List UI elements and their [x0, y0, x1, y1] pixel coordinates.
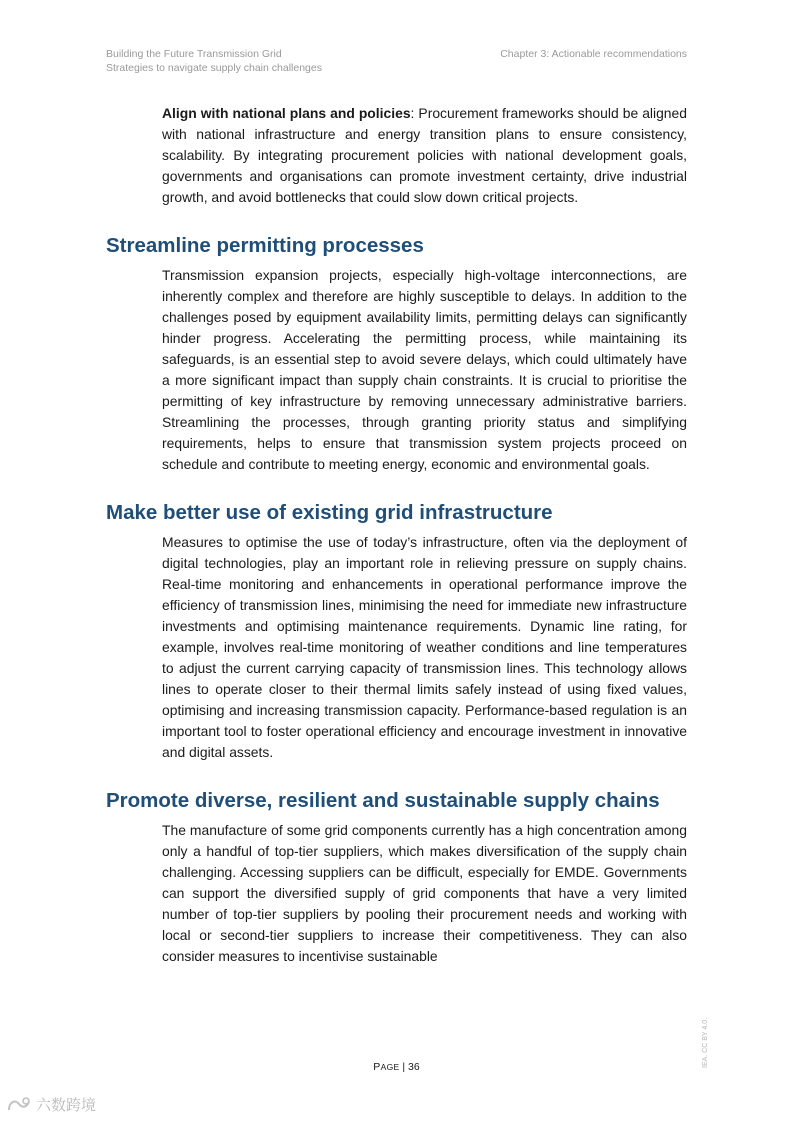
page-footer — [0, 1061, 793, 1073]
page-separator: | — [402, 1061, 406, 1073]
watermark — [6, 1094, 96, 1115]
running-header-right: Chapter 3: Actionable recommendations — [500, 48, 687, 60]
section-body-infrastructure: Measures to optimise the use of today’s infrastructure, often via the deployment of digital technologies, play an important role in relieving pressure on supply chains. Real-time monitoring and enhancements in operational performance improve the efficiency of transmission lines, minimising the need for immediate new infrastructure investments and optimising maintenance requirements. Dynamic line rating, for example, involves real-time monitoring of weather conditions and line temperatures to adjust the current carrying capacity of transmission lines. This technology allows lines to operate closer to their thermal limits safely instead of using fixed values, optimising and increasing transmission capacity. Performance-based regulation is an important tool to foster operational efficiency and encourage investment in innovative and digital assets. — [162, 534, 687, 760]
intro-bold-lead: Align with national plans and policies — [162, 105, 411, 121]
section-heading-supply-chains: Promote diverse, resilient and sustainable supply chains — [106, 789, 660, 812]
watermark-logo-icon — [6, 1096, 32, 1114]
page-number: 36 — [408, 1061, 420, 1073]
section-heading-infrastructure: Make better use of existing grid infrastructure — [106, 501, 553, 524]
intro-text: : Procurement frameworks should be aligned with national infrastructure and energy transition plans to ensure consistency, scalability. By integrating procurement policies with national development goals, governments and organisations can promote investment certainty, drive industrial growth, and avoid bottlenecks that could slow down critical projects. — [162, 105, 687, 205]
document-subtitle: Strategies to navigate supply chain challenges — [106, 62, 322, 74]
intro-paragraph — [162, 103, 687, 208]
license-note: IEA. CC BY 4.0. — [702, 1017, 709, 1068]
document-title: Building the Future Transmission Grid — [106, 48, 282, 60]
watermark-text: 六数跨境 — [36, 1096, 97, 1114]
section-body-permitting: Transmission expansion projects, especially high-voltage interconnections, are inherently complex and therefore are highly susceptible to delays. In addition to the challenges posed by equipment availability limits, permitting delays can significantly hinder progress. Accelerating the permitting process, while maintaining its safeguards, is an essential step to avoid severe delays, which could ultimately have a more significant impact than supply chain constraints. It is crucial to prioritise the permitting of key infrastructure by removing unnecessary administrative barriers. Streamlining the processes, through granting priority status and simplifying requirements, helps to ensure that transmission system projects proceed on schedule and contribute to meeting energy, economic and environmental goals. — [162, 267, 687, 472]
page-label: PAGE — [373, 1061, 400, 1073]
page-content — [106, 103, 687, 967]
section-body-supply-chains: The manufacture of some grid components currently has a high concentration among only a handful of top-tier suppliers, which makes diversification of the supply chain challenging. Accessing suppliers can be difficult, especially for EMDE. Governments can support the diversified supply of grid components that have a very limited number of top-tier suppliers by pooling their procurement needs and working with local or second-tier suppliers to increase their competitiveness. They can also consider measures to incentivise sustainable — [162, 822, 687, 964]
section-heading-permitting: Streamline permitting processes — [106, 234, 424, 257]
running-header-left — [106, 47, 322, 75]
